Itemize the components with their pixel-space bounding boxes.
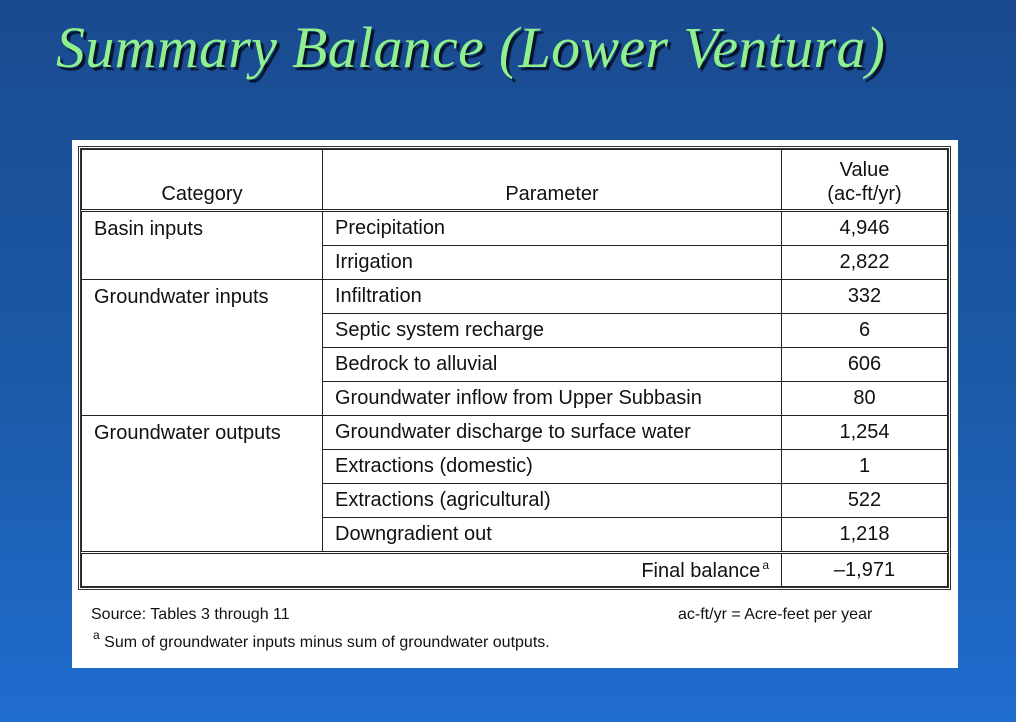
footnote-text: Sum of groundwater inputs minus sum of groundwater outputs. xyxy=(104,634,550,651)
header-value xyxy=(782,150,948,211)
final-balance-label-cell xyxy=(82,553,782,587)
table-header-row xyxy=(82,150,948,211)
value-cell: 4,946 xyxy=(782,211,948,246)
table-panel xyxy=(72,140,958,668)
parameter-cell: Bedrock to alluvial xyxy=(323,348,782,382)
footnote xyxy=(91,628,550,652)
parameter-cell: Extractions (domestic) xyxy=(323,450,782,484)
header-value-line2: (ac-ft/yr) xyxy=(827,183,902,205)
parameter-cell: Septic system recharge xyxy=(323,314,782,348)
final-footnote-mark: a xyxy=(762,557,769,572)
category-cell: Groundwater inputs xyxy=(82,280,323,416)
value-cell: 1,218 xyxy=(782,518,948,553)
value-cell: 1,254 xyxy=(782,416,948,450)
parameter-cell: Groundwater inflow from Upper Subbasin xyxy=(323,382,782,416)
units-note: ac-ft/yr = Acre-feet per year xyxy=(678,606,873,623)
header-value-line1: Value xyxy=(839,159,890,181)
value-cell: 6 xyxy=(782,314,948,348)
final-balance-label: Final balance xyxy=(641,559,761,582)
parameter-cell: Extractions (agricultural) xyxy=(323,484,782,518)
parameter-cell: Groundwater discharge to surface water xyxy=(323,416,782,450)
parameter-cell: Precipitation xyxy=(323,211,782,246)
value-cell: 606 xyxy=(782,348,948,382)
value-cell: 332 xyxy=(782,280,948,314)
value-cell: 1 xyxy=(782,450,948,484)
table-row xyxy=(82,416,948,450)
balance-table-frame xyxy=(78,146,951,590)
table-row xyxy=(82,211,948,246)
value-cell: 2,822 xyxy=(782,246,948,280)
final-balance-row xyxy=(82,553,948,587)
header-parameter: Parameter xyxy=(323,150,782,211)
parameter-cell: Irrigation xyxy=(323,246,782,280)
table-body xyxy=(82,211,948,553)
table-row xyxy=(82,280,948,314)
category-cell: Groundwater outputs xyxy=(82,416,323,553)
slide-title: Summary Balance (Lower Ventura) xyxy=(56,15,886,80)
header-category: Category xyxy=(82,150,323,211)
final-balance-value: –1,971 xyxy=(782,553,948,587)
category-cell: Basin inputs xyxy=(82,211,323,280)
source-note: Source: Tables 3 through 11 xyxy=(91,606,290,623)
balance-table xyxy=(81,149,948,587)
parameter-cell: Downgradient out xyxy=(323,518,782,553)
parameter-cell: Infiltration xyxy=(323,280,782,314)
value-cell: 522 xyxy=(782,484,948,518)
value-cell: 80 xyxy=(782,382,948,416)
footnote-mark: a xyxy=(93,628,100,642)
